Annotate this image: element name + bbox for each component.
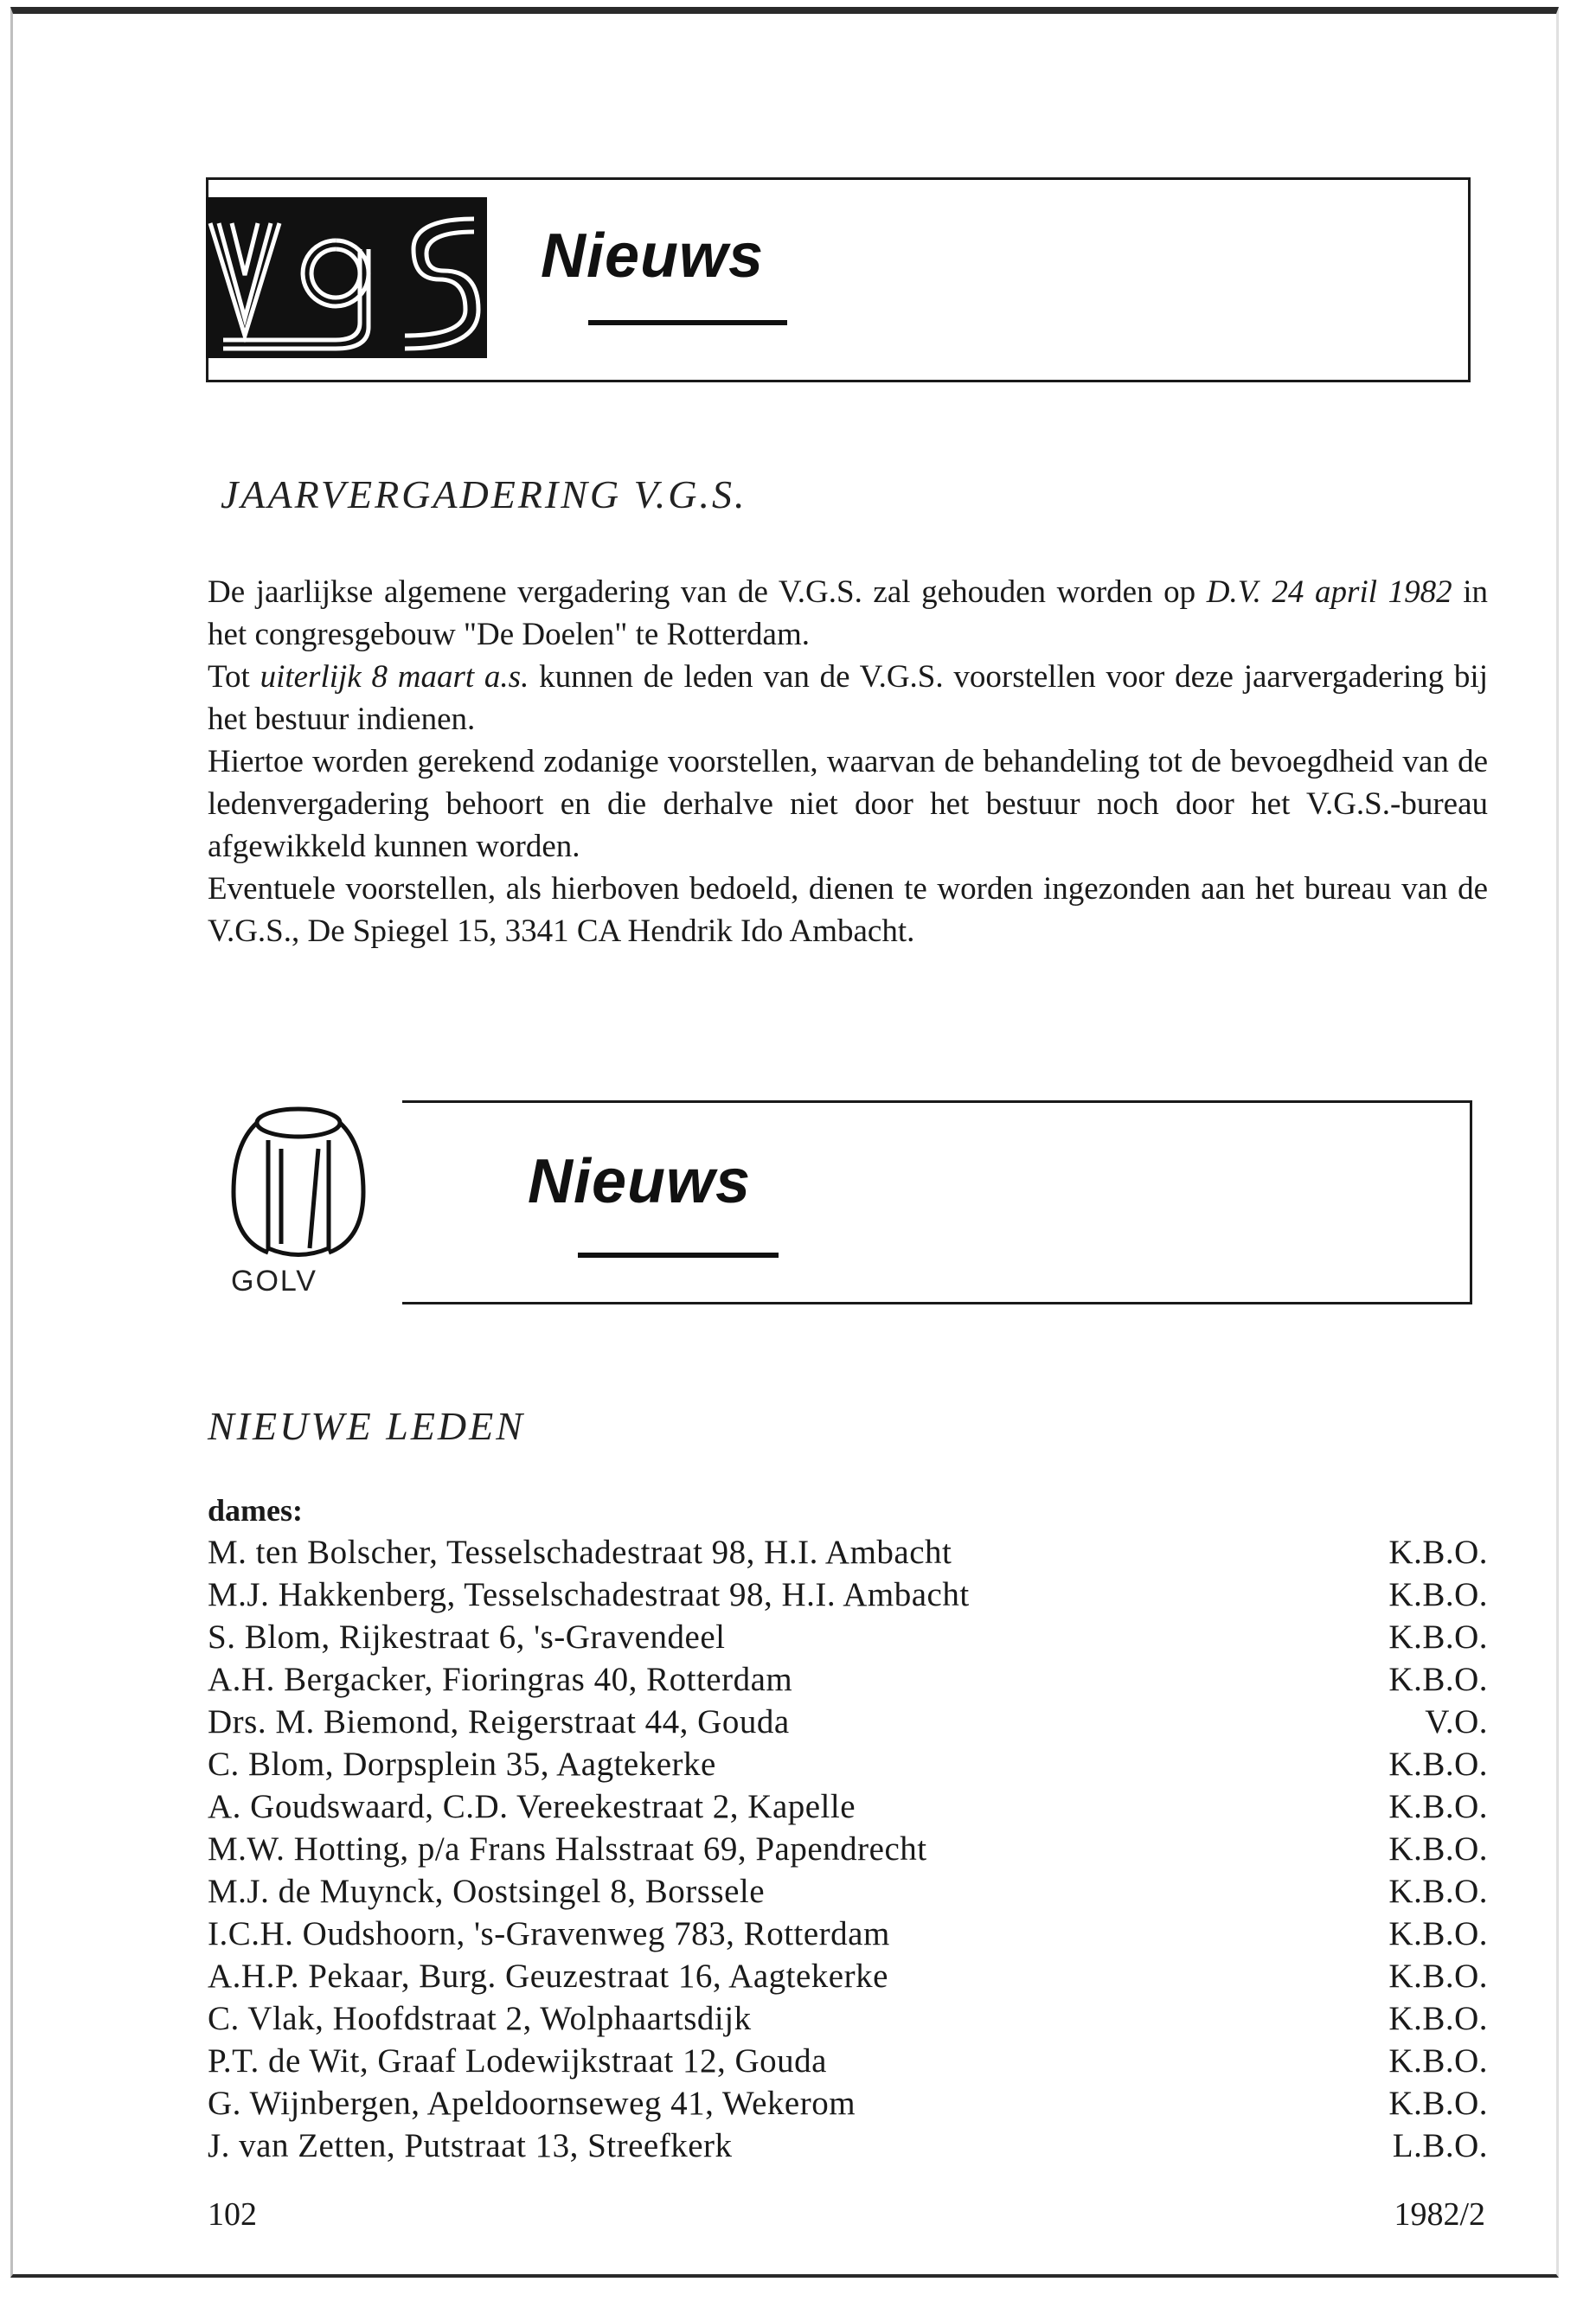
member-code: K.B.O.	[1388, 1830, 1488, 1868]
member-row	[208, 1701, 1488, 1743]
member-code: K.B.O.	[1388, 1873, 1488, 1910]
vgs-logo	[206, 197, 487, 358]
golv-logo-text: GOLV	[231, 1265, 317, 1298]
member-name-address: Drs. M. Biemond, Reigerstraat 44, Gouda	[208, 1703, 790, 1740]
member-name-address: M.J. Hakkenberg, Tesselschadestraat 98, H.I. Ambacht	[208, 1576, 970, 1613]
member-row	[208, 2040, 1488, 2082]
member-name-address: M.W. Hotting, p/a Frans Halsstraat 69, Papendrecht	[208, 1830, 927, 1868]
member-code: K.B.O.	[1388, 2042, 1488, 2080]
member-code: K.B.O.	[1388, 1534, 1488, 1571]
paragraph-sentence	[208, 868, 1488, 952]
member-code: K.B.O.	[1388, 1618, 1488, 1656]
page-number: 102	[208, 2196, 257, 2233]
member-code: K.B.O.	[1388, 2000, 1488, 2037]
members-subheading: dames:	[208, 1493, 303, 1528]
member-row	[208, 1616, 1488, 1658]
member-code: K.B.O.	[1388, 1661, 1488, 1698]
paragraph-italic-run: D.V. 24 april 1982	[1206, 574, 1452, 610]
section-heading-nieuwe-leden: NIEUWE LEDEN	[208, 1404, 525, 1448]
member-row	[208, 1955, 1488, 1997]
member-row	[208, 1574, 1488, 1616]
paragraph-run: De jaarlijkse algemene vergadering van de V.G.S. zal gehouden worden op	[208, 574, 1207, 610]
member-row	[208, 2082, 1488, 2125]
member-name-address: J. van Zetten, Putstraat 13, Streefkerk	[208, 2127, 733, 2164]
member-name-address: S. Blom, Rijkestraat 6, 's-Gravendeel	[208, 1618, 726, 1656]
member-row	[208, 2125, 1488, 2167]
member-name-address: A.H. Bergacker, Fioringras 40, Rotterdam	[208, 1661, 793, 1698]
paragraph-italic-run: uiterlijk 8 maart a.s.	[260, 659, 529, 695]
member-row	[208, 1913, 1488, 1955]
vgs-nieuws-title: Nieuws	[541, 221, 765, 291]
member-name-address: I.C.H. Oudshoorn, 's-Gravenweg 783, Rotterdam	[208, 1915, 890, 1952]
issue-number: 1982/2	[1394, 2196, 1485, 2233]
jaarvergadering-paragraph	[208, 571, 1488, 952]
member-code: L.B.O.	[1392, 2127, 1488, 2164]
member-row	[208, 1658, 1488, 1701]
member-name-address: C. Blom, Dorpsplein 35, Aagtekerke	[208, 1746, 716, 1783]
member-name-address: M.J. de Muynck, Oostsingel 8, Borssele	[208, 1873, 766, 1910]
member-code: K.B.O.	[1388, 1958, 1488, 1995]
member-row	[208, 1828, 1488, 1870]
members-list	[208, 1531, 1488, 2167]
member-name-address: A.H.P. Pekaar, Burg. Geuzestraat 16, Aagtekerke	[208, 1958, 888, 1995]
member-code: K.B.O.	[1388, 1915, 1488, 1952]
member-name-address: P.T. de Wit, Graaf Lodewijkstraat 12, Gouda	[208, 2042, 827, 2080]
section-heading-jaarvergadering: JAARVERGADERING V.G.S.	[221, 472, 747, 516]
member-code: K.B.O.	[1388, 2085, 1488, 2122]
member-row	[208, 1870, 1488, 1913]
paragraph-run: in het congresgebouw "De Doelen" te Rotterdam.	[208, 574, 1488, 652]
member-code: V.O.	[1425, 1703, 1488, 1740]
paragraph-run: Hiertoe worden gerekend zodanige voorstellen, waarvan de behandeling tot de bevoegdheid van de ledenvergadering behoort en die derhalve niet door het bestuur noch door het V.G.S.-bureau afgewikkeld kunnen worden.	[208, 744, 1488, 864]
paragraph-sentence	[208, 571, 1488, 656]
paragraph-sentence	[208, 740, 1488, 868]
member-row	[208, 1743, 1488, 1785]
member-code: K.B.O.	[1388, 1788, 1488, 1825]
member-row	[208, 1997, 1488, 2040]
member-code: K.B.O.	[1388, 1576, 1488, 1613]
paragraph-run: Tot	[208, 659, 260, 695]
member-row	[208, 1531, 1488, 1574]
member-row	[208, 1785, 1488, 1828]
member-name-address: G. Wijnbergen, Apeldoornseweg 41, Wekerom	[208, 2085, 856, 2122]
member-name-address: A. Goudswaard, C.D. Vereekestraat 2, Kapelle	[208, 1788, 856, 1825]
vgs-title-underline	[588, 320, 787, 325]
member-name-address: C. Vlak, Hoofdstraat 2, Wolphaartsdijk	[208, 2000, 752, 2037]
paragraph-run: Eventuele voorstellen, als hierboven bedoeld, dienen te worden ingezonden aan het bureau van de V.G.S., De Spiegel 15, 3341 CA Hendrik Ido Ambacht.	[208, 871, 1488, 949]
paragraph-sentence	[208, 656, 1488, 740]
golv-nieuws-title: Nieuws	[528, 1147, 752, 1216]
golv-title-underline	[578, 1253, 779, 1258]
member-code: K.B.O.	[1388, 1746, 1488, 1783]
member-name-address: M. ten Bolscher, Tesselschadestraat 98, H.I. Ambacht	[208, 1534, 952, 1571]
paragraph-run: kunnen de leden van de V.G.S. voorstellen voor deze jaarvergadering bij het bestuur indienen.	[208, 659, 1488, 737]
